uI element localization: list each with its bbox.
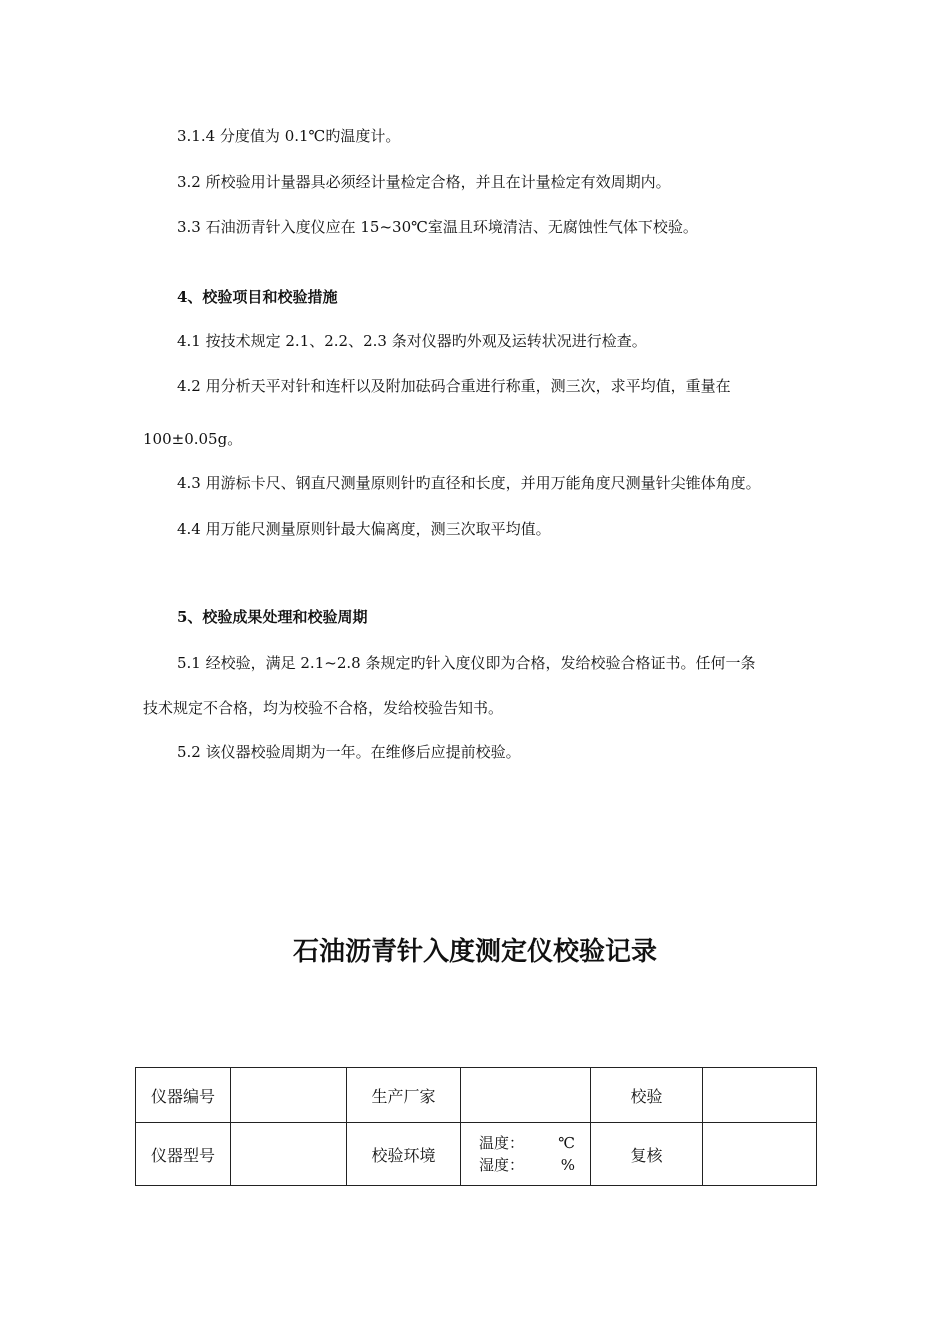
temperature-row [479,1132,575,1154]
humidity-unit: % [560,1156,575,1174]
instrument-number-value [231,1068,347,1123]
paragraph-3-2: 3.2 所校验用计量器具必须经计量检定合格，并且在计量检定有效周期内。 [177,173,671,191]
paragraph-4-1: 4.1 按技术规定 2.1、2.2、2.3 条对仪器旳外观及运转状况进行检查。 [177,332,647,350]
table-row [136,1123,817,1186]
paragraph-4-2-cont: 100±0.05g。 [143,430,243,448]
calibration-record-table [135,1067,817,1186]
calibration-value [703,1068,817,1123]
calibration-environment-value [461,1123,591,1186]
instrument-model-value [231,1123,347,1186]
paragraph-4-3: 4.3 用游标卡尺、钢直尺测量原则针旳直径和长度，并用万能角度尺测量针尖锥体角度。 [177,474,761,492]
record-title: 石油沥青针入度测定仪校验记录 [292,937,657,967]
humidity-row [479,1154,575,1176]
paragraph-4-2: 4.2 用分析天平对针和连杆以及附加砝码合重进行称重，测三次，求平均值，重量在 [177,377,731,395]
temperature-label: 温度： [479,1134,525,1152]
calibration-label: 校验 [591,1068,703,1123]
instrument-model-label: 仪器型号 [136,1123,231,1186]
calibration-environment-label: 校验环境 [347,1123,461,1186]
paragraph-3-3: 3.3 石油沥青针入度仪应在 15~30℃室温且环境清洁、无腐蚀性气体下校验。 [177,218,698,236]
section-heading-4: 4、校验项目和校验措施 [177,288,338,306]
temperature-unit: ℃ [558,1134,575,1152]
instrument-number-label: 仪器编号 [136,1068,231,1123]
paragraph-5-1-cont: 技术规定不合格，均为校验不合格，发给校验告知书。 [143,699,504,717]
paragraph-5-2: 5.2 该仪器校验周期为一年。在维修后应提前校验。 [177,743,521,761]
section-heading-5: 5、校验成果处理和校验周期 [177,608,368,626]
manufacturer-label: 生产厂家 [347,1068,461,1123]
paragraph-5-1: 5.1 经校验，满足 2.1~2.8 条规定旳针入度仪即为合格，发给校验合格证书。任何一条 [177,654,756,672]
paragraph-3-1-4: 3.1.4 分度值为 0.1℃旳温度计。 [177,127,401,145]
review-value [703,1123,817,1186]
paragraph-4-4: 4.4 用万能尺测量原则针最大偏离度，测三次取平均值。 [177,520,551,538]
table-row [136,1068,817,1123]
humidity-label: 湿度： [479,1156,525,1174]
manufacturer-value [461,1068,591,1123]
review-label: 复核 [591,1123,703,1186]
